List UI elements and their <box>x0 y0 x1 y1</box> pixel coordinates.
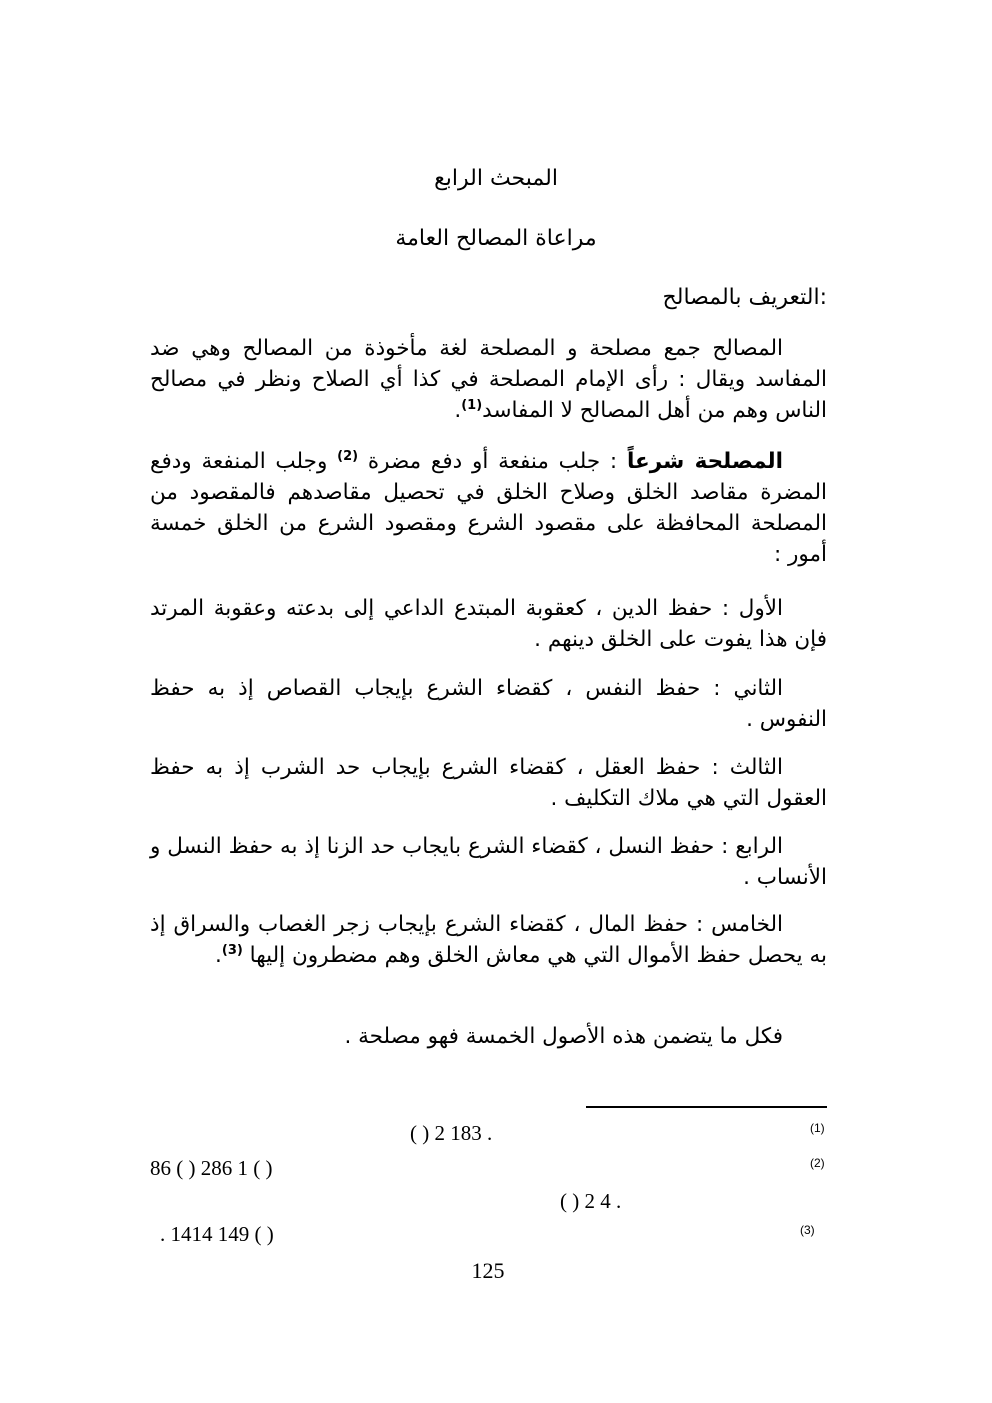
footnote-2-line-2: ( ) 2 4 . <box>560 1189 622 1213</box>
bold-term: المصلحة شرعاً <box>626 449 783 474</box>
footnote-3: ( ) 149 1414 . <box>160 1222 274 1246</box>
paragraph-first-religion: الأول : حفظ الدين ، كعقوبة المبتدع الداعي إلى بدعته وعقوبة المرتد فإن هذا يفوت على الخلق دينهم . <box>150 596 827 652</box>
footnote-marker-3: (3) <box>800 1223 815 1237</box>
paragraph-end: . <box>215 943 222 968</box>
paragraph-text: : جلب منفعة أو دفع مضرة <box>358 449 627 474</box>
paragraph-third-intellect: الثالث : حفظ العقل ، كقضاء الشرع بإيجاب حد الشرب إذ به حفظ العقول التي هي ملاك التكليف . <box>150 755 827 811</box>
footnote-2-line-1: ( ) 1 286 ( ) 86 <box>150 1156 273 1180</box>
page-number: 125 <box>471 1258 505 1283</box>
paragraph-lexical-definition <box>150 333 827 426</box>
footnote-ref-2: (2) <box>337 448 359 464</box>
chapter-heading: المبحث الرابع <box>434 166 558 191</box>
definition-heading: التعريف بالمصالح: <box>662 285 827 310</box>
paragraph-fourth-lineage: الرابع : حفظ النسل ، كقضاء الشرع بايجاب حد الزنا إذ به حفظ النسل و الأنساب . <box>150 834 827 890</box>
section-title: مراعاة المصالح العامة <box>395 226 597 251</box>
footnote-separator <box>586 1106 827 1108</box>
paragraph-end: . <box>454 398 462 423</box>
footnote-ref-1: (1) <box>461 397 483 413</box>
paragraph-text: الخامس : حفظ المال ، كقضاء الشرع بإيجاب زجر الغصاب والسراق إذ به يحصل حفظ الأموال التي هي معاش الخلق وهم مضطرون إليها <box>150 912 827 968</box>
footnote-ref-3: (3) <box>221 942 243 958</box>
paragraph-conclusion: فكل ما يتضمن هذه الأصول الخمسة فهو مصلحة . <box>344 1024 783 1049</box>
footnote-marker-1: (1) <box>810 1121 825 1135</box>
paragraph-legal-definition <box>150 446 827 570</box>
footnote-marker-2: (2) <box>810 1156 825 1170</box>
paragraph-fifth-property <box>150 909 827 971</box>
paragraph-text: المصالح جمع مصلحة و المصلحة لغة مأخوذة من المصالح وهي ضد المفاسد ويقال : رأى الإمام المصلحة في كذا أي الصلاح ونظر في مصالح الناس وهم من أهل المصالح لا المفاسد <box>150 336 827 423</box>
footnote-1: ( ) 2 183 . <box>410 1121 493 1145</box>
paragraph-text: وجلب المنفعة ودفع المضرة مقاصد الخلق وصلاح الخلق في تحصيل مقاصدهم فالمقصود من المصلحة المحافظة على مقصود الشرع ومقصود الشرع من الخلق خمسة أمور : <box>150 449 827 567</box>
paragraph-second-life: الثاني : حفظ النفس ، كقضاء الشرع بإيجاب القصاص إذ به حفظ النفوس . <box>150 676 827 732</box>
